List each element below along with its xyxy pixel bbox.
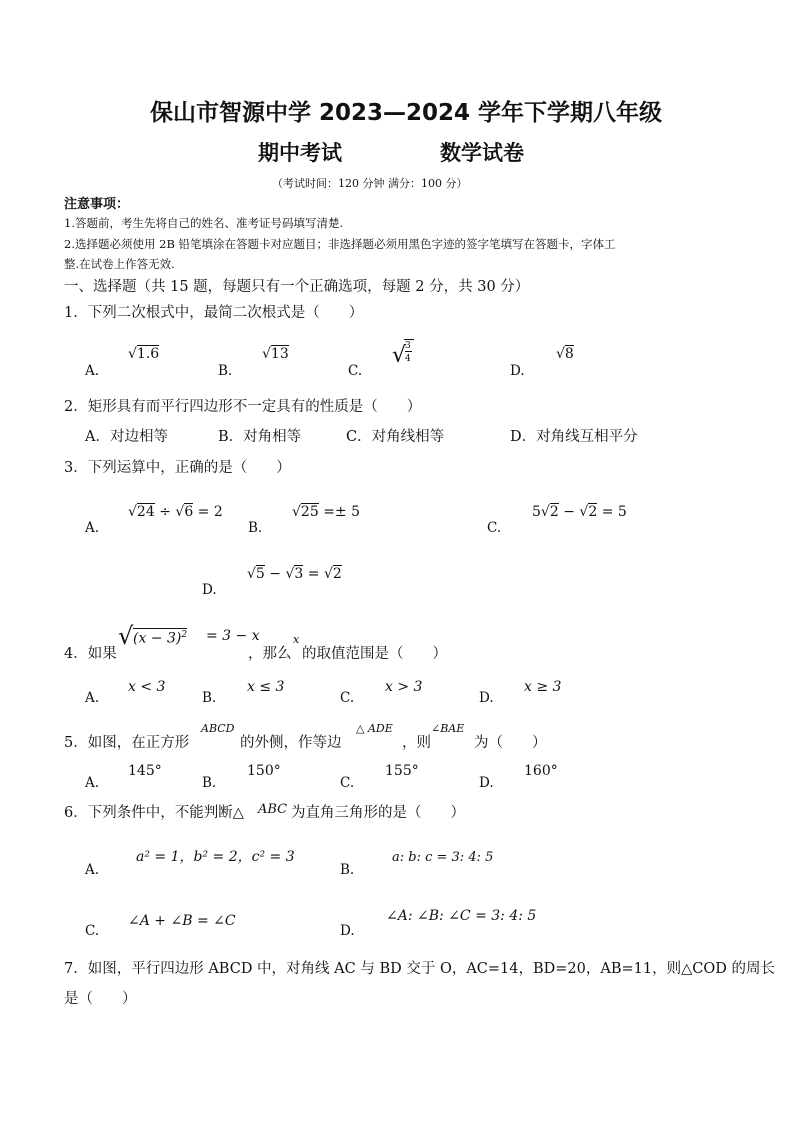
page-title: 保山市智源中学 2023—2024 学年下学期八年级 (150, 100, 663, 126)
question-5-middle-2: ，则 (402, 735, 431, 751)
q4-label-a: A. (85, 690, 100, 706)
question-2-stem: 2．矩形具有而平行四边形不一定具有的性质是（ ） (64, 399, 422, 415)
q6-label-d: D. (340, 923, 355, 939)
q6-option-a: a² = 1，b² = 2，c² = 3 (136, 849, 295, 865)
q5-angle-name: ∠BAE (431, 722, 465, 735)
q4-label-c: C. (340, 690, 355, 706)
q1-label-a: A. (85, 363, 100, 379)
q6-option-d: ∠A: ∠B: ∠C = 3: 4: 5 (386, 908, 537, 924)
q5-option-a: 145° (128, 763, 162, 779)
q4-label-d: D. (479, 690, 494, 706)
q2-option-d: D．对角线互相平分 (510, 429, 638, 445)
q3-option-a: √24 ÷ √6 = 2 (128, 504, 223, 520)
question-4-suffix: 的取值范围是（ ） (302, 646, 447, 662)
q1-label-b: B. (218, 363, 233, 379)
q1-option-a: √1.6 (128, 346, 160, 362)
q3-option-c: 5√2 − √2 = 5 (532, 504, 627, 520)
q6-label-c: C. (85, 923, 100, 939)
q4-variable: x (293, 633, 300, 646)
note-item-2: 2.选择题必须使用 2B 铅笔填涂在答题卡对应题目；非选择题必须用黑色字迹的签字笔填写在答题卡，字体工 (64, 237, 616, 251)
q3-label-a: A. (85, 520, 100, 536)
q2-option-a: A．对边相等 (85, 429, 168, 445)
q1-option-b: √13 (262, 346, 289, 362)
q3-label-b: B. (248, 520, 263, 536)
q1-option-d: √8 (556, 346, 574, 362)
question-5-prefix: 5．如图，在正方形 (64, 735, 190, 751)
exam-info: （考试时间：120 分钟 满分：100 分） (272, 177, 468, 190)
page-subtitle-right: 数学试卷 (440, 141, 524, 165)
q3-option-b: √25 =± 5 (292, 504, 361, 520)
q3-option-d: √5 − √3 = √2 (247, 566, 342, 582)
section-heading: 一、选择题（共 15 题，每题只有一个正确选项，每题 2 分，共 30 分） (64, 279, 530, 295)
page-subtitle-left: 期中考试 (258, 141, 342, 165)
question-7-stem-cont: 是（ ） (64, 991, 137, 1007)
q3-label-d: D. (202, 582, 217, 598)
question-5-suffix: 为（ ） (474, 735, 547, 751)
q3-label-c: C. (487, 520, 502, 536)
q4-option-a: x < 3 (128, 679, 166, 695)
q6-triangle-name: ABC (258, 802, 288, 817)
q5-option-c: 155° (385, 763, 419, 779)
q4-option-d: x ≥ 3 (524, 679, 562, 695)
question-6-stem-prefix: 6．下列条件中，不能判断△ (64, 805, 244, 821)
question-4-middle: ，那么 (248, 646, 292, 662)
q5-label-c: C. (340, 775, 355, 791)
q2-option-c: C．对角线相等 (346, 429, 445, 445)
q5-option-d: 160° (524, 763, 558, 779)
question-3-stem: 3．下列运算中，正确的是（ ） (64, 460, 291, 476)
q4-option-c: x > 3 (385, 679, 423, 695)
q4-option-b: x ≤ 3 (247, 679, 285, 695)
question-4-prefix: 4．如果 (64, 646, 117, 662)
note-item-2-cont: 整.在试卷上作答无效. (64, 257, 175, 271)
q6-label-a: A. (85, 862, 100, 878)
q5-label-b: B. (202, 775, 217, 791)
q6-label-b: B. (340, 862, 355, 878)
note-item-1: 1.答题前，考生先将自己的姓名、准考证号码填写清楚. (64, 216, 344, 230)
q1-label-c: C. (348, 363, 363, 379)
q6-option-b: a: b: c = 3: 4: 5 (392, 850, 494, 865)
question-5-middle-1: 的外侧，作等边 (240, 735, 342, 751)
q5-triangle-name: △ ADE (356, 722, 393, 735)
q5-square-name: ABCD (201, 722, 235, 735)
q1-label-d: D. (510, 363, 525, 379)
q4-label-b: B. (202, 690, 217, 706)
question-1-stem: 1．下列二次根式中，最简二次根式是（ ） (64, 305, 364, 321)
question-7-stem: 7．如图，平行四边形 ABCD 中，对角线 AC 与 BD 交于 O，AC=14，BD=20，AB=11，则△COD 的周长 (64, 961, 775, 977)
q2-option-b: B．对角相等 (218, 429, 302, 445)
notes-heading: 注意事项： (64, 197, 130, 212)
q5-option-b: 150° (247, 763, 281, 779)
question-6-stem-suffix: 为直角三角形的是（ ） (291, 805, 465, 821)
q6-option-c: ∠A + ∠B = ∠C (128, 913, 236, 929)
q5-label-a: A. (85, 775, 100, 791)
q5-label-d: D. (479, 775, 494, 791)
